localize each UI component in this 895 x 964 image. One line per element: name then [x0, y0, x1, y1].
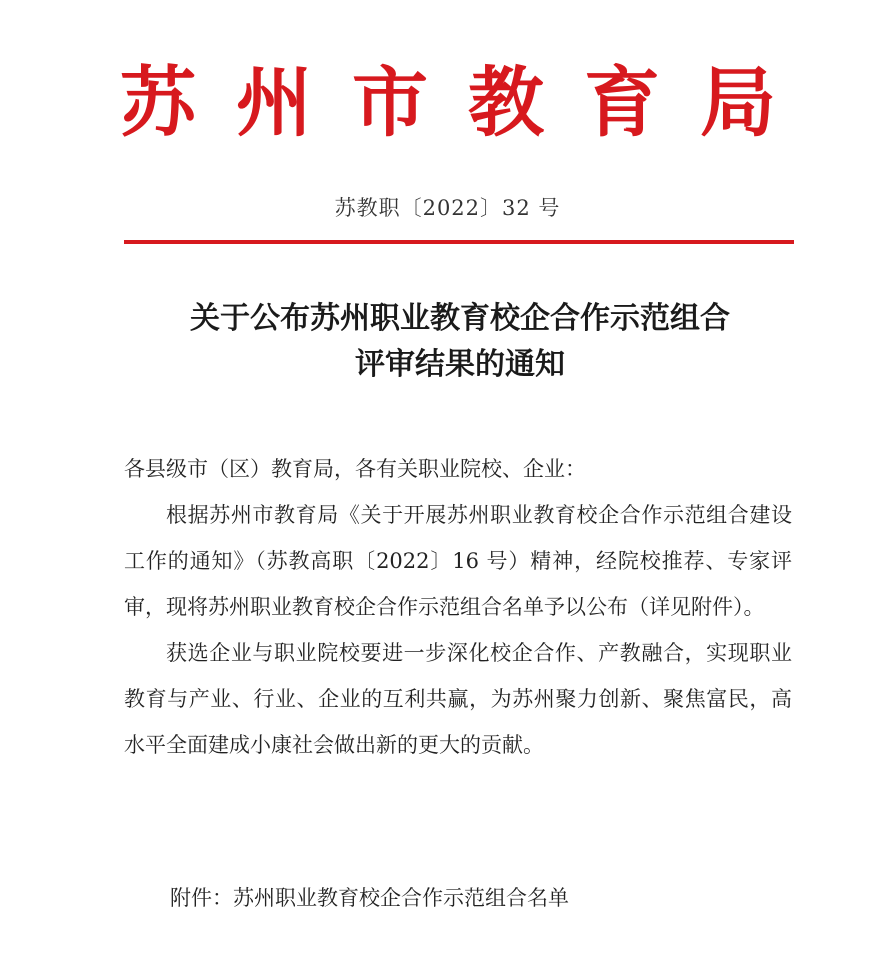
title-line-2: 评审结果的通知 [355, 347, 565, 382]
document-title [110, 296, 810, 388]
red-divider [124, 240, 794, 244]
paragraph-2: 获选企业与职业院校要进一步深化校企合作、产教融合，实现职业教育与产业、行业、企业的互利共赢，为苏州聚力创新、聚焦富民，高水平全面建成小康社会做出新的更大的贡献。 [124, 641, 792, 757]
attachment-line: 附件：苏州职业教育校企合作示范组合名单 [170, 886, 569, 910]
paragraph-1: 根据苏州市教育局《关于开展苏州职业教育校企合作示范组合建设工作的通知》（苏教高职〔2022〕16 号）精神，经院校推荐、专家评审，现将苏州职业教育校企合作示范组合名单予以公布（详见附件）。 [124, 503, 792, 619]
title-line-1: 关于公布苏州职业教育校企合作示范组合 [190, 301, 730, 336]
salutation: 各县级市（区）教育局，各有关职业院校、企业： [124, 457, 586, 481]
document-body [124, 446, 792, 768]
letterhead: 苏州市教育局 [120, 58, 816, 147]
document-number: 苏教职〔2022〕32 号 [334, 196, 561, 220]
